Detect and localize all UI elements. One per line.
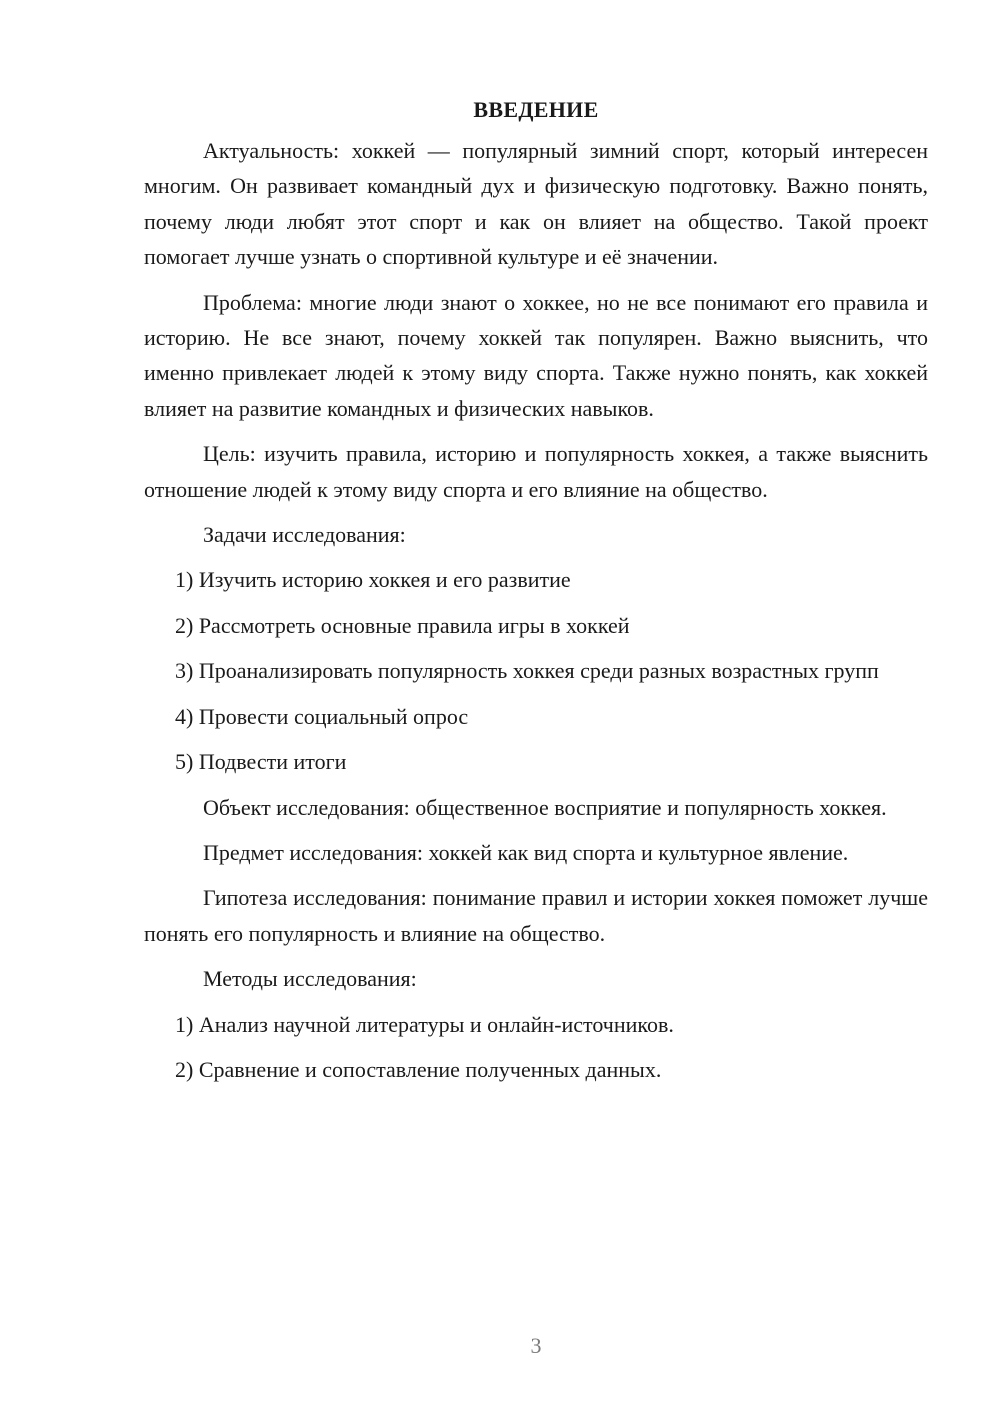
method-item: 1) Анализ научной литературы и онлайн-источников. [175,1011,674,1037]
task-item: 5) Подвести итоги [175,749,347,775]
problem-paragraph: Проблема: многие люди знают о хоккее, но не все понимают его правила и историю. Не все знают, почему хоккей так популярен. Важно выяснить, что именно привлекает людей к этому виду спорта. Также нужно понять, как хоккей влияет на развитие командных и физических навыков. [144,289,928,421]
object-paragraph: Объект исследования: общественное восприятие и популярность хоккея. [203,794,887,820]
relevance-paragraph: Актуальность: хоккей — популярный зимний спорт, который интересен многим. Он развивает командный дух и физическую подготовку. Важно понять, почему люди любят этот спорт и как он влияет на общество. Такой проект помогает лучше узнать о спортивной культуре и её значении. [144,138,928,270]
task-item: 1) Изучить историю хоккея и его развитие [175,567,571,593]
page-number: 3 [530,1333,542,1358]
section-heading: ВВЕДЕНИЕ [473,97,599,122]
goal-paragraph: Цель: изучить правила, историю и популярность хоккея, а также выяснить отношение людей к этому виду спорта и его влияние на общество. [144,441,928,502]
page-body [144,92,928,1097]
task-item: 2) Рассмотреть основные правила игры в хоккей [175,612,630,638]
method-item: 2) Сравнение и сопоставление полученных данных. [175,1056,662,1082]
task-item: 4) Провести социальный опрос [175,703,469,729]
task-item: 3) Проанализировать популярность хоккея среди разных возрастных групп [175,658,879,684]
hypothesis-paragraph: Гипотеза исследования: понимание правил и истории хоккея поможет лучше понять его популярность и влияние на общество. [144,885,928,946]
methods-title: Методы исследования: [203,966,417,992]
tasks-title: Задачи исследования: [203,522,406,548]
subject-paragraph: Предмет исследования: хоккей как вид спорта и культурное явление. [203,839,849,865]
